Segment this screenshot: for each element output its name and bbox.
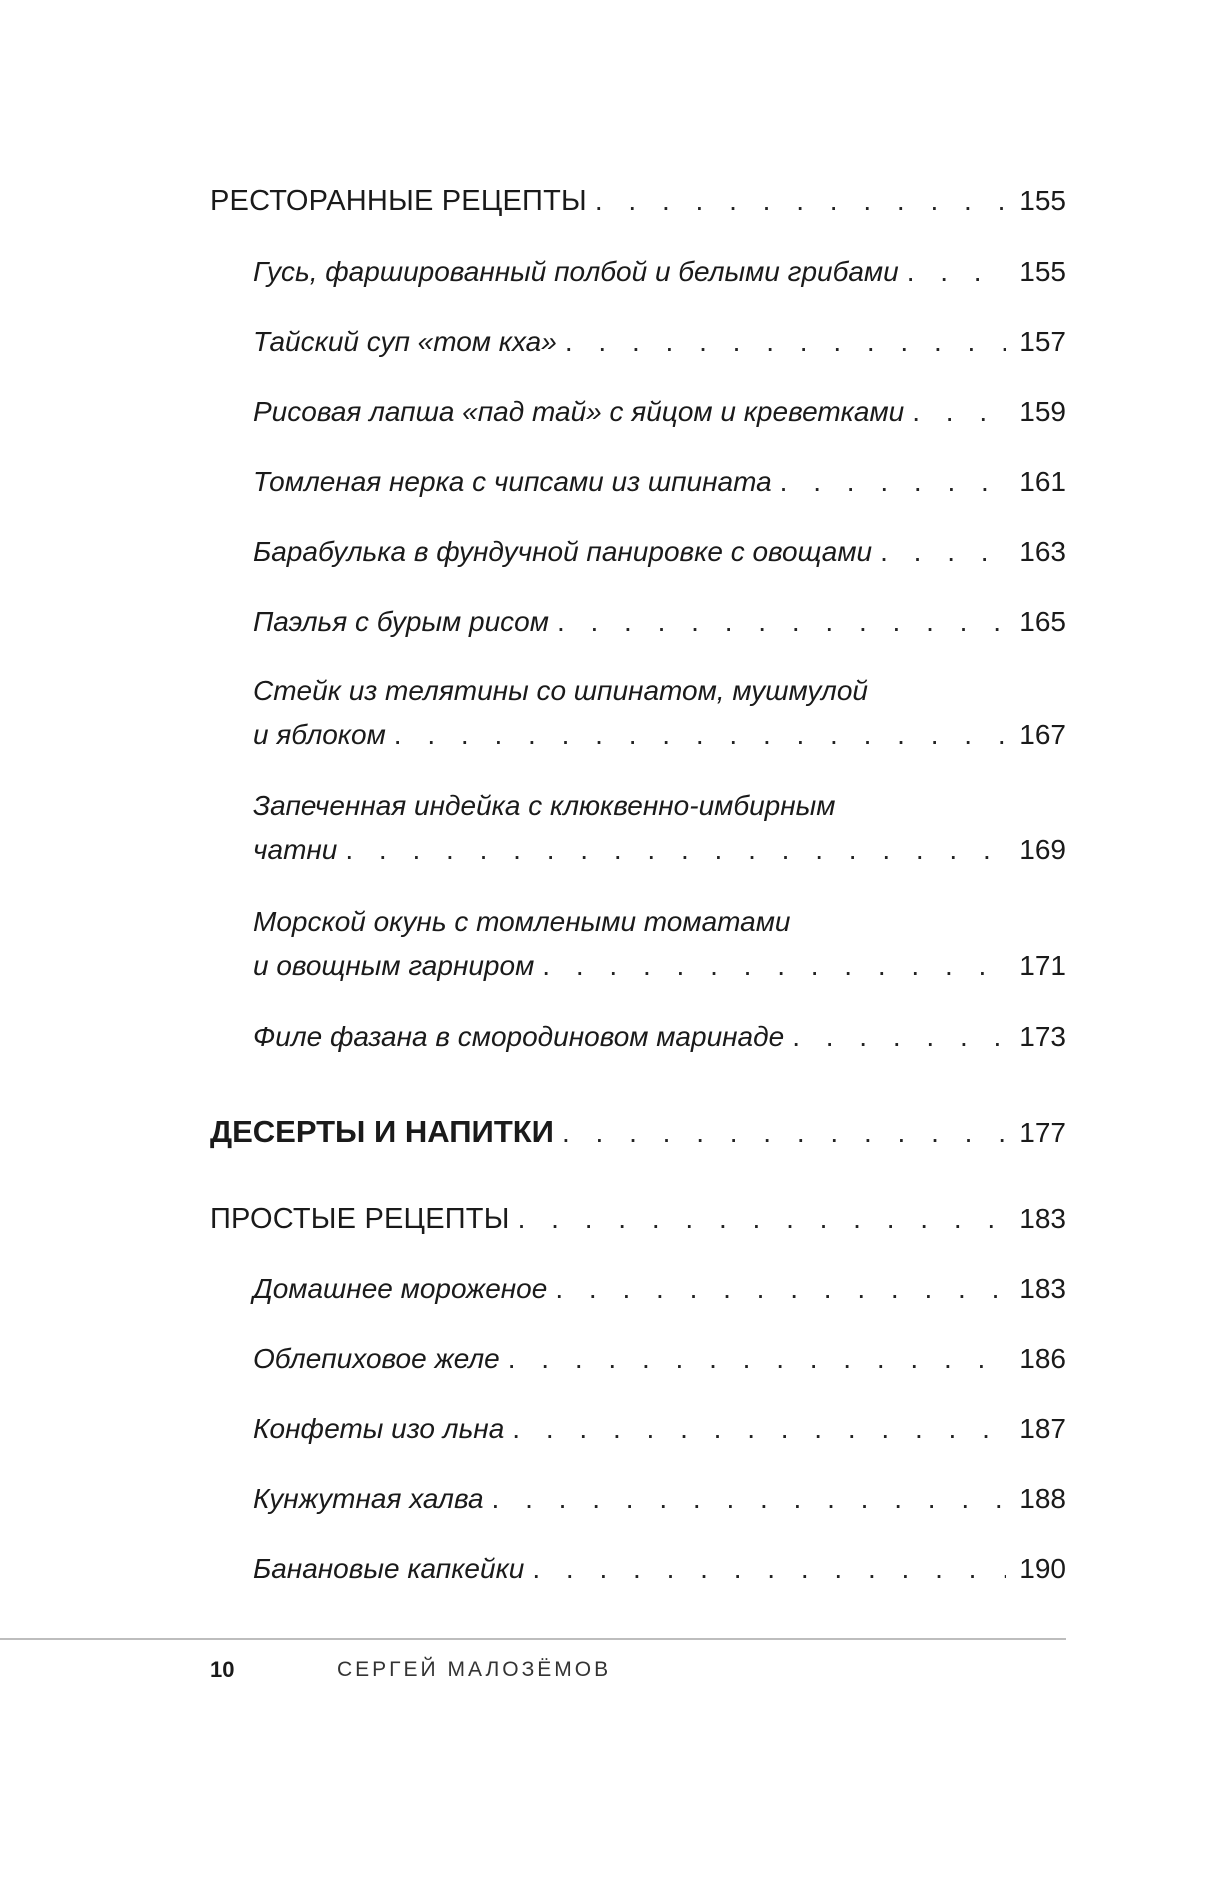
toc-entry-title: и яблоком bbox=[253, 719, 386, 750]
toc-entry[interactable] bbox=[253, 900, 1066, 988]
dot-leader bbox=[508, 1337, 1006, 1381]
toc-entry-title: Барабулька в фундучной панировке с овощами bbox=[253, 536, 873, 567]
dot-leader bbox=[555, 1267, 1006, 1311]
toc-entry-title: Конфеты изо льна bbox=[253, 1413, 505, 1444]
toc-entry-title-line1: Морской окунь с томлеными томатами bbox=[253, 906, 791, 937]
toc-entry-title: чатни bbox=[253, 834, 338, 865]
toc-entry-page: 171 bbox=[1019, 950, 1066, 981]
dot-leader bbox=[492, 1477, 1006, 1521]
dot-leader bbox=[595, 179, 1006, 223]
toc-entry-page: 157 bbox=[1019, 326, 1066, 357]
toc-entry-title: Банановые капкейки bbox=[253, 1553, 525, 1584]
toc-entry-page: 190 bbox=[1019, 1553, 1066, 1584]
toc-entry-page: 163 bbox=[1019, 536, 1066, 567]
toc-entry[interactable] bbox=[253, 1337, 1066, 1381]
toc-entry-title: Кунжутная халва bbox=[253, 1483, 484, 1514]
footer-divider bbox=[0, 1638, 1066, 1640]
toc-entry-title: и овощным гарниром bbox=[253, 950, 535, 981]
dot-leader bbox=[518, 1197, 1006, 1241]
toc-entry[interactable] bbox=[253, 784, 1066, 872]
toc-entry[interactable] bbox=[253, 1407, 1066, 1451]
dot-leader bbox=[780, 460, 1006, 504]
toc-entry[interactable] bbox=[253, 460, 1066, 504]
toc-entry-title: Филе фазана в смородиновом маринаде bbox=[253, 1021, 785, 1052]
toc-entry-page: 155 bbox=[1019, 256, 1066, 287]
toc-entry[interactable] bbox=[253, 530, 1066, 574]
toc-part-desserts[interactable] bbox=[210, 1110, 1066, 1155]
dot-leader bbox=[565, 320, 1006, 364]
toc-entry-page: 177 bbox=[1019, 1117, 1066, 1148]
dot-leader bbox=[792, 1015, 1006, 1059]
toc-entry[interactable] bbox=[253, 1547, 1066, 1591]
toc-entry-page: 159 bbox=[1019, 396, 1066, 427]
toc-entry-page: 169 bbox=[1019, 834, 1066, 865]
dot-leader bbox=[880, 530, 1006, 574]
toc-entry[interactable] bbox=[253, 669, 1066, 757]
toc-section-restaurant-recipes[interactable] bbox=[210, 179, 1066, 223]
toc-entry[interactable] bbox=[253, 1267, 1066, 1311]
toc-entry-page: 188 bbox=[1019, 1483, 1066, 1514]
toc-entry[interactable] bbox=[253, 250, 1066, 294]
dot-leader bbox=[512, 1407, 1006, 1451]
toc-entry-title: Домашнее мороженое bbox=[253, 1273, 548, 1304]
toc-entry-page: 173 bbox=[1019, 1021, 1066, 1052]
dot-leader bbox=[394, 713, 1006, 757]
toc-entry-title: Рисовая лапша «пад тай» с яйцом и креветками bbox=[253, 396, 905, 427]
toc-entry[interactable] bbox=[253, 1477, 1066, 1521]
toc-entry-title: Гусь, фаршированный полбой и белыми грибами bbox=[253, 256, 899, 287]
toc-entry[interactable] bbox=[253, 390, 1066, 434]
toc-entry[interactable] bbox=[253, 320, 1066, 364]
toc-entry-title: Томленая нерка с чипсами из шпината bbox=[253, 466, 772, 497]
toc-entry-page: 155 bbox=[1019, 185, 1066, 216]
dot-leader bbox=[912, 390, 1006, 434]
dot-leader bbox=[542, 944, 1006, 988]
toc-entry-title: ДЕСЕРТЫ И НАПИТКИ bbox=[210, 1114, 554, 1149]
toc-entry-title: Паэлья с бурым рисом bbox=[253, 606, 549, 637]
toc-entry-page: 165 bbox=[1019, 606, 1066, 637]
dot-leader bbox=[907, 250, 1006, 294]
toc-entry-page: 183 bbox=[1019, 1203, 1066, 1234]
toc-entry-title: ПРОСТЫЕ РЕЦЕПТЫ bbox=[210, 1203, 510, 1235]
toc-entry-page: 186 bbox=[1019, 1343, 1066, 1374]
toc-entry-title-line1: Стейк из телятины со шпинатом, мушмулой bbox=[253, 675, 868, 706]
dot-leader bbox=[345, 828, 1006, 872]
toc-entry-title: Облепиховое желе bbox=[253, 1343, 500, 1374]
dot-leader bbox=[557, 600, 1006, 644]
toc-entry-page: 183 bbox=[1019, 1273, 1066, 1304]
toc-entry-title: Тайский суп «том кха» bbox=[253, 326, 557, 357]
toc-entry[interactable] bbox=[253, 1015, 1066, 1059]
toc-entry-page: 187 bbox=[1019, 1413, 1066, 1444]
toc-entry-page: 167 bbox=[1019, 719, 1066, 750]
toc-section-simple-recipes[interactable] bbox=[210, 1197, 1066, 1241]
footer-page-number: 10 bbox=[210, 1657, 235, 1682]
toc-entry-page: 161 bbox=[1019, 466, 1066, 497]
dot-leader bbox=[532, 1547, 1006, 1591]
footer-author: СЕРГЕЙ МАЛОЗЁМОВ bbox=[337, 1658, 612, 1681]
toc-entry[interactable] bbox=[253, 600, 1066, 644]
toc-entry-title: РЕСТОРАННЫЕ РЕЦЕПТЫ bbox=[210, 185, 587, 217]
toc-entry-title-line1: Запеченная индейка с клюквенно-имбирным bbox=[253, 790, 836, 821]
dot-leader bbox=[562, 1111, 1006, 1155]
